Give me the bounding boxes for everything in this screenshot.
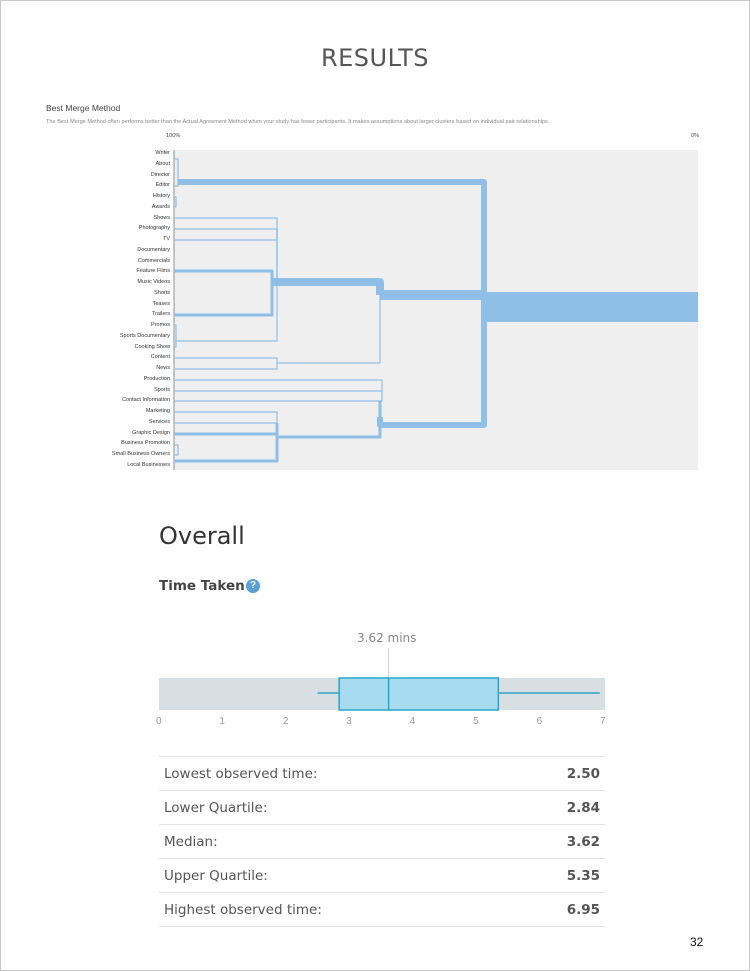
dendrogram-leaf-label: Promos bbox=[151, 322, 170, 328]
time-boxplot bbox=[159, 648, 605, 713]
dendrogram-leaf-label: About bbox=[155, 160, 170, 167]
stats-row bbox=[159, 791, 605, 825]
time-taken-title: Time Taken bbox=[159, 578, 245, 594]
median-label: 3.62 mins bbox=[357, 631, 417, 645]
stats-row bbox=[159, 825, 605, 859]
stats-row bbox=[159, 757, 605, 791]
dendrogram-leaf-label: Feature Films bbox=[136, 268, 170, 275]
dendrogram-leaf-label: Editor bbox=[155, 182, 170, 189]
dendrogram-leaf-label: Shows bbox=[153, 214, 170, 221]
dendrogram-leaf-label: Director bbox=[150, 171, 170, 178]
dendrogram-leaf-label: Graphic Design bbox=[132, 429, 170, 436]
dendrogram-leaf-label: Content bbox=[150, 354, 170, 361]
axis-tick-label: 6 bbox=[536, 716, 543, 727]
dendrogram-leaf-label: History bbox=[152, 193, 170, 199]
stats-row bbox=[159, 859, 605, 893]
axis-tick-label: 5 bbox=[473, 716, 479, 727]
axis-tick-label: 4 bbox=[409, 716, 416, 727]
dendrogram-leaf-label: Teases bbox=[152, 300, 170, 307]
dendrogram-leaf-label: Music Videos bbox=[137, 279, 170, 285]
dendrogram-leaf-label: Commercials bbox=[137, 257, 170, 264]
dendrogram-leaf-label: Cooking Show bbox=[134, 343, 170, 350]
overall-title: Overall bbox=[159, 522, 245, 550]
page-title: RESULTS bbox=[320, 44, 430, 72]
dendrogram-leaf-label: Contact Information bbox=[122, 397, 170, 404]
dendrogram-title: Best Merge Method bbox=[46, 103, 121, 113]
stat-value: 6.95 bbox=[514, 893, 605, 927]
stats-row bbox=[159, 893, 605, 927]
axis-tick-label: 7 bbox=[600, 716, 606, 727]
dendrogram-description: The Best Merge Method often performs better than the Actual Agreement Method when your study has fewer participants. It makes assumptions about larger clusters based on individual pair relationships. bbox=[46, 119, 550, 125]
stat-value: 3.62 bbox=[514, 825, 605, 859]
axis-tick-label: 3 bbox=[346, 716, 352, 727]
dendrogram-leaf-label: Awards bbox=[151, 203, 170, 210]
stat-value: 2.50 bbox=[514, 757, 605, 791]
stats-table bbox=[159, 756, 605, 927]
dendrogram-leaf-label: Services bbox=[148, 418, 170, 425]
scale-left-label: 100% bbox=[166, 133, 181, 139]
dendrogram-leaf-label: Marketing bbox=[145, 408, 170, 414]
stat-label: Lower Quartile: bbox=[159, 791, 514, 825]
stat-value: 5.35 bbox=[514, 859, 605, 893]
dendrogram-leaf-label: Local Businesses bbox=[127, 461, 170, 468]
boxplot-box bbox=[339, 678, 498, 710]
dendrogram-leaf-label: Business Promotion bbox=[121, 440, 170, 447]
axis-tick-label: 1 bbox=[219, 716, 225, 727]
dendrogram-leaf-label: News bbox=[156, 365, 170, 371]
axis-tick-label: 2 bbox=[282, 716, 289, 727]
dendrogram-leaf-label: Documentary bbox=[137, 246, 170, 253]
stat-label: Highest observed time: bbox=[159, 893, 514, 927]
dendrogram-leaf-label: Writer bbox=[155, 150, 170, 156]
stat-value: 2.84 bbox=[514, 791, 605, 825]
stat-label: Lowest observed time: bbox=[159, 757, 514, 791]
dendrogram-leaf-label: Sports bbox=[154, 386, 170, 393]
help-circle-icon[interactable]: ? bbox=[246, 579, 260, 593]
dendrogram-leaf-label: Photography bbox=[138, 225, 170, 232]
dendrogram-leaf-label: Production bbox=[143, 375, 170, 382]
scale-right-label: 0% bbox=[691, 133, 700, 139]
stat-label: Upper Quartile: bbox=[159, 859, 514, 893]
dendrogram-leaf-label: Sports Documentary bbox=[119, 332, 170, 339]
page-number: 32 bbox=[690, 935, 704, 949]
dendrogram-leaf-label: Small Business Owners bbox=[111, 451, 170, 457]
dendrogram-leaf-label: Shorts bbox=[154, 289, 170, 296]
dendrogram-chart bbox=[172, 145, 699, 470]
dendrogram-leaf-label: Trailers bbox=[151, 311, 170, 318]
axis-tick-label: 0 bbox=[156, 716, 162, 727]
stat-label: Median: bbox=[159, 825, 514, 859]
dendrogram-leaf-label: TV bbox=[162, 236, 170, 242]
